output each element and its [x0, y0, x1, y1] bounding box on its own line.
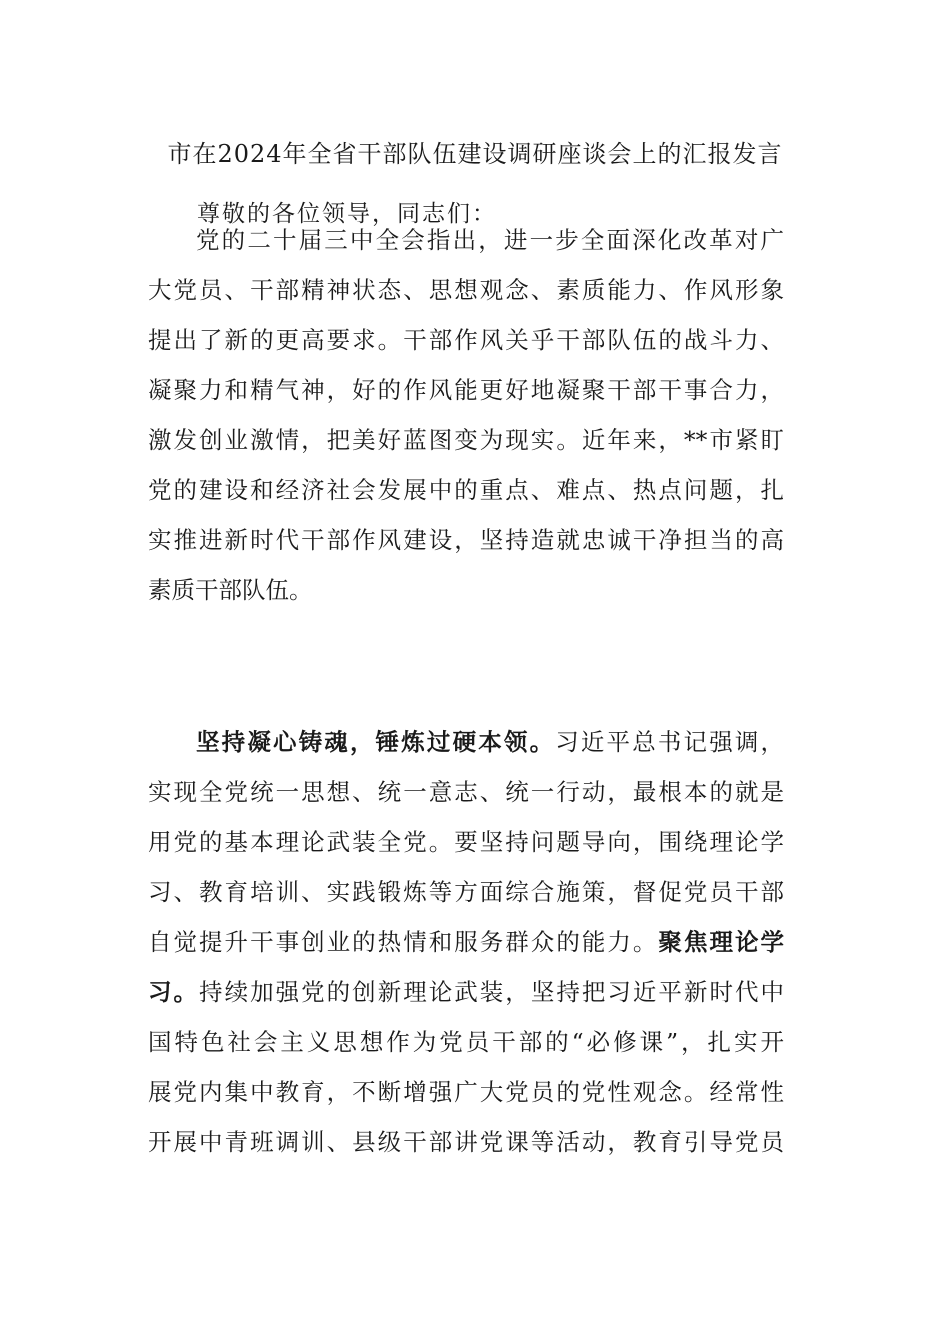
paragraph-line: 习、教育培训、实践锻炼等方面综合施策，督促党员干部	[148, 878, 784, 906]
paragraph-line: 激发创业激情，把美好蓝图变为现实。近年来，**市紧盯	[148, 426, 784, 454]
paragraph-text: 持续加强党的创新理论武装，坚持把习近平新时代中	[199, 978, 785, 1006]
subheading: 聚焦理论学	[658, 928, 785, 956]
salutation: 尊敬的各位领导，同志们：	[197, 201, 497, 227]
paragraph-line	[148, 972, 784, 1012]
paragraph-line: 用党的基本理论武装全党。要坚持问题导向，围绕理论学	[148, 828, 784, 856]
paragraph-line: 实推进新时代干部作风建设，坚持造就忠诚干净担当的高	[148, 526, 784, 554]
paragraph-line: 展党内集中教育，不断增强广大党员的党性观念。经常性	[148, 1078, 784, 1106]
subheading-end: 习。	[148, 978, 200, 1006]
paragraph-line: 大党员、干部精神状态、思想观念、素质能力、作风形象	[148, 276, 784, 304]
document-title: 市在2024年全省干部队伍建设调研座谈会上的汇报发言	[167, 140, 783, 168]
paragraph-line: 实现全党统一思想、统一意志、统一行动，最根本的就是	[148, 778, 784, 806]
paragraph-line: 提出了新的更高要求。干部作风关乎干部队伍的战斗力、	[148, 326, 784, 354]
paragraph-line: 国特色社会主义思想作为党员干部的“必修课”，扎实开	[148, 1028, 784, 1056]
paragraph-line: 凝聚力和精气神，好的作风能更好地凝聚干部干事合力，	[148, 376, 784, 404]
paragraph-text: 自觉提升干事创业的热情和服务群众的能力。	[148, 928, 659, 956]
paragraph-line	[196, 722, 784, 762]
paragraph-line: 素质干部队伍。	[148, 576, 313, 604]
paragraph-line	[148, 922, 784, 962]
paragraph-line: 党的二十届三中全会指出，进一步全面深化改革对广	[196, 226, 784, 254]
section-heading: 坚持凝心铸魂，锤炼过硬本领。	[196, 728, 556, 756]
paragraph-line: 开展中青班调训、县级干部讲党课等活动，教育引导党员	[148, 1128, 784, 1156]
paragraph-line: 党的建设和经济社会发展中的重点、难点、热点问题，扎	[148, 476, 784, 504]
paragraph-text: 习近平总书记强调，	[555, 728, 785, 756]
